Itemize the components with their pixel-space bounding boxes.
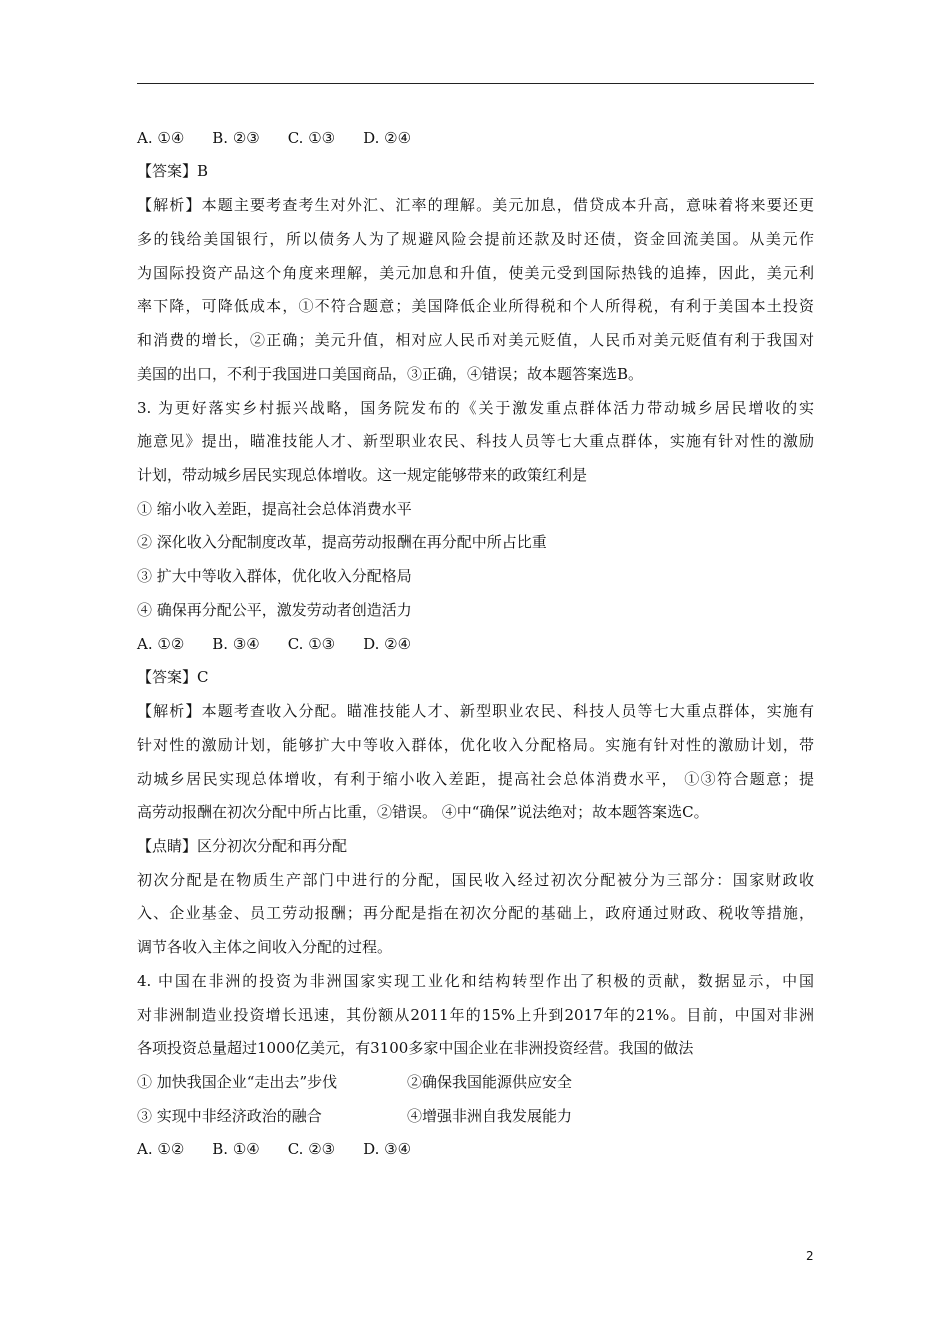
q2-options xyxy=(137,128,439,148)
option: A. ①④ xyxy=(137,129,185,147)
q2-answer: 【答案】B xyxy=(137,162,209,180)
option: D. ③④ xyxy=(363,1140,412,1158)
q2-analysis-line: 【解析】本题主要考查考生对外汇、汇率的理解。美元加息，借贷成本升高，意味着将来要还更 xyxy=(137,196,814,214)
q3-stem-line: 施意见》提出，瞄准技能人才、新型职业农民、科技人员等七大重点群体，实施有针对性的激励 xyxy=(137,432,814,450)
q3-analysis-line: 高劳动报酬在初次分配中所占比重，②错误。 ④中“确保”说法绝对；故本题答案选C。 xyxy=(137,803,709,821)
q4-items-row xyxy=(137,1106,572,1126)
q4-items-row xyxy=(137,1072,572,1092)
q3-item: ④ 确保再分配公平，激发劳动者创造活力 xyxy=(137,601,412,619)
q2-analysis-line: 美国的出口，不利于我国进口美国商品，③正确，④错误；故本题答案选B。 xyxy=(137,365,644,383)
option: A. ①② xyxy=(137,1140,185,1158)
q3-stem-line: 3. 为更好落实乡村振兴战略，国务院发布的《关于激发重点群体活力带动城乡居民增收的实 xyxy=(137,399,814,417)
q4-stem-line: 各项投资总量超过1000亿美元，有3100多家中国企业在非洲投资经营。我国的做法 xyxy=(137,1039,694,1057)
q3-item: ③ 扩大中等收入群体，优化收入分配格局 xyxy=(137,567,412,585)
q3-tip-line: 入、企业基金、员工劳动报酬；再分配是指在初次分配的基础上，政府通过财政、税收等措施， xyxy=(137,904,814,922)
header-rule xyxy=(137,83,814,84)
q3-tip-line: 初次分配是在物质生产部门中进行的分配，国民收入经过初次分配被分为三部分：国家财政收 xyxy=(137,871,814,889)
q4-item: ③ 实现中非经济政治的融合 xyxy=(137,1107,322,1125)
q2-analysis-line: 和消费的增长，②正确；美元升值，相对应人民币对美元贬值，人民币对美元贬值有利于我国对 xyxy=(137,331,814,349)
q3-answer: 【答案】C xyxy=(137,668,209,686)
q2-analysis-line: 为国际投资产品这个角度来理解，美元加息和升值，使美元受到国际热钱的追捧，因此，美元利 xyxy=(137,264,814,282)
q3-item: ① 缩小收入差距，提高社会总体消费水平 xyxy=(137,500,412,518)
option: C. ②③ xyxy=(287,1140,336,1158)
q4-item: ④增强非洲自我发展能力 xyxy=(407,1107,573,1125)
q4-stem-line: 对非洲制造业投资增长迅速，其份额从2011年的15%上升到2017年的21%。目前，中国对非洲 xyxy=(137,1006,814,1024)
option: B. ③④ xyxy=(212,635,260,653)
q3-tip-title: 【点睛】区分初次分配和再分配 xyxy=(137,837,348,855)
option: D. ②④ xyxy=(363,129,412,147)
q4-stem-line: 4. 中国在非洲的投资为非洲国家实现工业化和结构转型作出了积极的贡献，数据显示，中国 xyxy=(137,972,814,990)
q3-tip-line: 调节各收入主体之间收入分配的过程。 xyxy=(137,938,393,956)
q2-analysis-line: 多的钱给美国银行，所以债务人为了规避风险会提前还款及时还债，资金回流美国。从美元作 xyxy=(137,230,814,248)
option: C. ①③ xyxy=(287,635,336,653)
q2-analysis-line: 率下降，可降低成本，①不符合题意；美国降低企业所得税和个人所得税，有利于美国本土投资 xyxy=(137,297,814,315)
q3-analysis-line: 【解析】本题考查收入分配。瞄准技能人才、新型职业农民、科技人员等七大重点群体，实施有 xyxy=(137,702,814,720)
q4-options xyxy=(137,1139,439,1159)
q3-options xyxy=(137,634,439,654)
option: D. ②④ xyxy=(363,635,412,653)
q3-analysis-line: 针对性的激励计划，能够扩大中等收入群体，优化收入分配格局。实施有针对性的激励计划，带 xyxy=(137,736,814,754)
q3-item: ② 深化收入分配制度改革，提高劳动报酬在再分配中所占比重 xyxy=(137,533,547,551)
option: B. ②③ xyxy=(212,129,260,147)
q3-analysis-line: 动城乡居民实现总体增收，有利于缩小收入差距，提高社会总体消费水平， ①③符合题意；提 xyxy=(137,770,814,788)
option: C. ①③ xyxy=(287,129,336,147)
option: B. ①④ xyxy=(212,1140,260,1158)
page-number: 2 xyxy=(806,1249,814,1263)
q4-item: ②确保我国能源供应安全 xyxy=(407,1073,573,1091)
q3-stem-line: 计划，带动城乡居民实现总体增收。这一规定能够带来的政策红利是 xyxy=(137,466,588,484)
q4-item: ① 加快我国企业“走出去”步伐 xyxy=(137,1073,338,1091)
option: A. ①② xyxy=(137,635,185,653)
